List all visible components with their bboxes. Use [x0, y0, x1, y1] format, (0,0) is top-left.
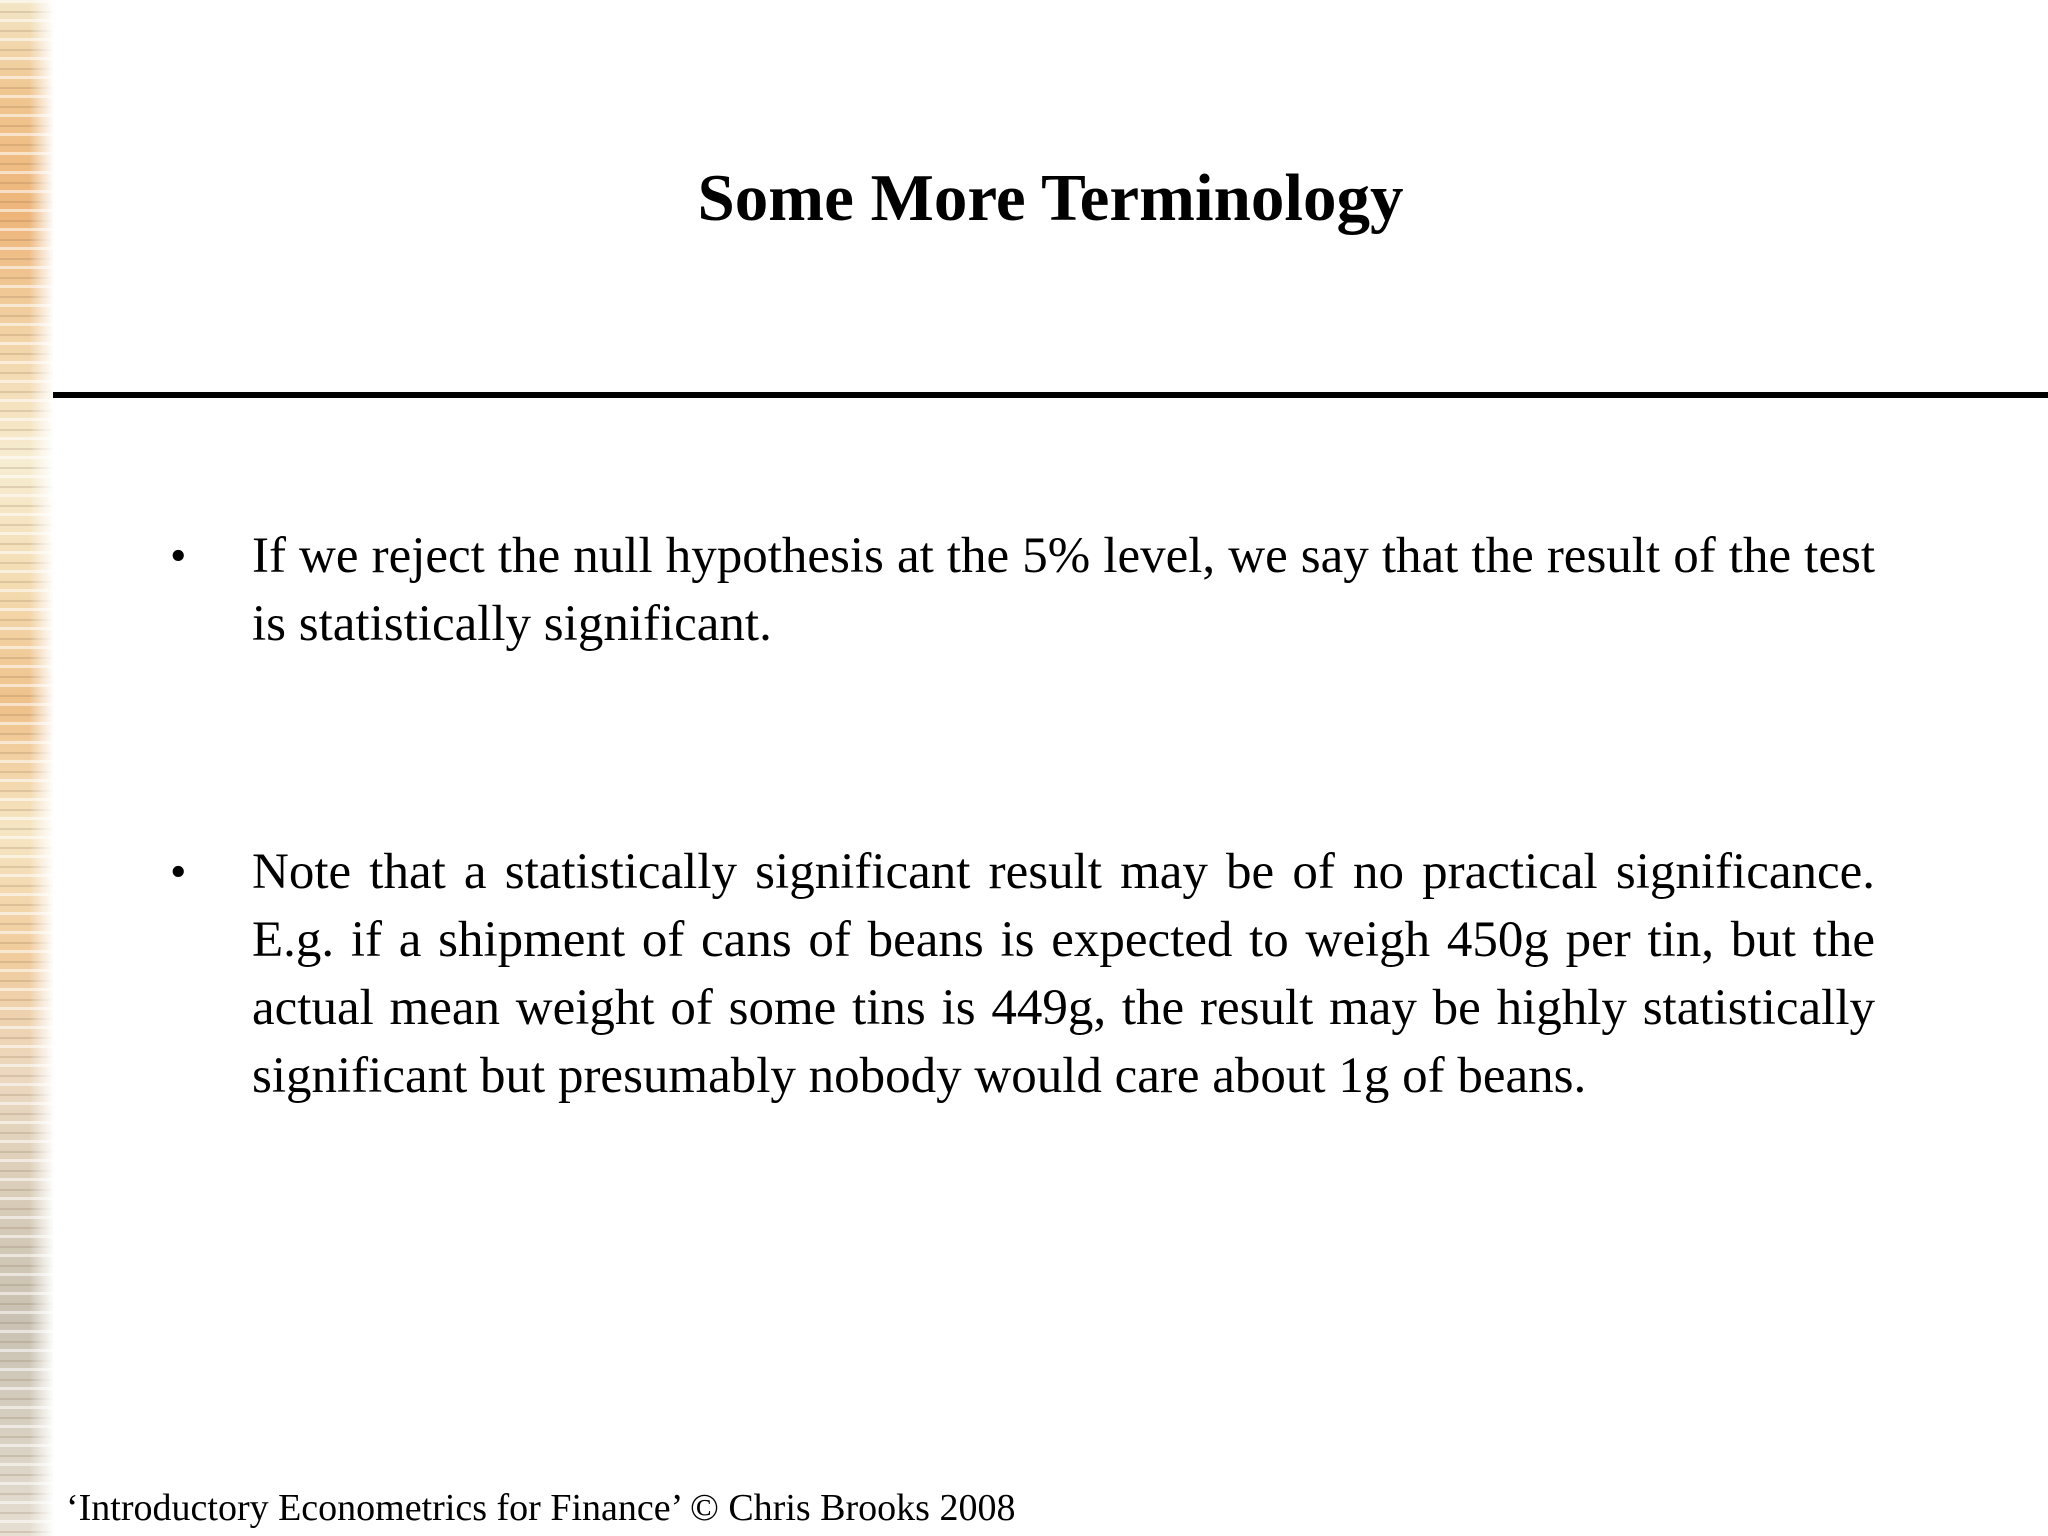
bullet-item — [170, 522, 1875, 658]
bullet-item — [170, 838, 1875, 1110]
footer-copyright: ‘Introductory Econometrics for Finance’ © Chris Brooks 2008 — [66, 1487, 1016, 1529]
bullet-marker: • — [170, 530, 187, 582]
bullet-marker: • — [170, 846, 187, 898]
decorative-side-strip — [0, 0, 53, 1536]
bullet-text: Note that a statistically significant result may be of no practical significance. E.g. if a shipment of cans of beans is expected to weigh 450g per tin, but the actual mean weight of some tins is 449g, the result may be highly statistically significant but presumably nobody would care about 1g of beans. — [252, 844, 1875, 1104]
slide-title: Some More Terminology — [697, 161, 1404, 235]
title-divider — [53, 392, 2048, 398]
bullet-text: If we reject the null hypothesis at the 5% level, we say that the result of the test is statistically significant. — [252, 528, 1875, 652]
